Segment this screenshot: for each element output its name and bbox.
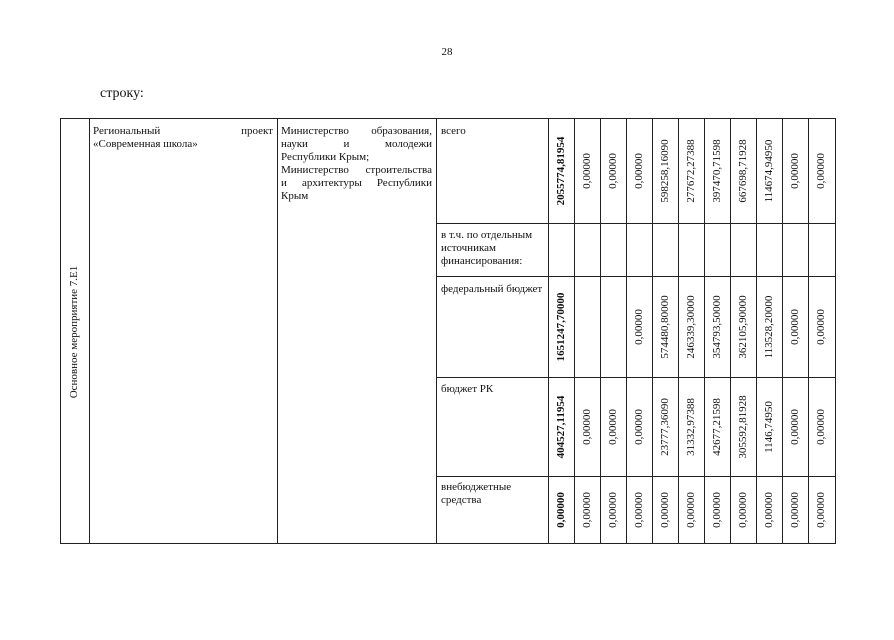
- responsible-line: и архитектуры Республики: [281, 177, 432, 189]
- table-cell-box: [652, 381, 678, 472]
- table-cell-box: [678, 480, 704, 539]
- table-cell-value: 0,00000: [711, 491, 723, 528]
- table-cell-value: 42677,21598: [711, 397, 723, 456]
- table-cell-value: 0,00000: [633, 153, 645, 189]
- table-cell-box: [600, 381, 626, 472]
- table-cell-box: [808, 480, 834, 539]
- table-cell-box: [548, 381, 574, 472]
- table-cell-value: 404527,11954: [555, 395, 567, 458]
- page-number: 28: [441, 46, 453, 58]
- row-label-extrabudget: внебюджетные средства: [441, 481, 512, 506]
- table-cell-box: [782, 123, 808, 219]
- budget-table: [60, 118, 836, 544]
- table-cell-box: [548, 480, 574, 539]
- table-cell-box: [756, 123, 782, 219]
- table-cell-box: [808, 280, 834, 373]
- table-cell-box: [548, 123, 574, 219]
- table-cell-value: 0,00000: [789, 408, 801, 445]
- table-cell-box: [756, 480, 782, 539]
- table-cell-value: 23777,36090: [659, 397, 671, 456]
- row-label-total: всего: [441, 125, 466, 137]
- table-cell-value: 0,00000: [789, 308, 801, 345]
- table-cell-value: 31332,97388: [685, 397, 697, 456]
- table-cell-value: 0,00000: [789, 491, 801, 528]
- table-cell-box: [782, 280, 808, 373]
- table-cell-value: 362105,90000: [737, 294, 749, 359]
- table-cell-box: [574, 123, 600, 219]
- table-cell-value: 0,00000: [659, 491, 671, 528]
- table-cell-value: 2055774,81954: [555, 136, 567, 206]
- responsible-line: науки и молодежи: [281, 138, 432, 150]
- table-cell-box: [626, 381, 652, 472]
- side-label: Основное мероприятие 7.Е1: [68, 265, 80, 399]
- responsible-line: Министерство образования,: [281, 125, 432, 137]
- table-cell-value: 0,00000: [763, 491, 775, 528]
- lead-text: строку:: [100, 86, 144, 101]
- table-cell-box: [678, 280, 704, 373]
- table-cell-value: 1651247,70000: [555, 292, 567, 361]
- project-name-word-1: Региональный: [93, 125, 161, 137]
- table-cell-box: [782, 480, 808, 539]
- table-column-divider: [277, 119, 278, 543]
- table-cell-box: [548, 280, 574, 373]
- table-cell-value: 0,00000: [607, 491, 619, 528]
- table-cell-box: [626, 480, 652, 539]
- table-cell-box: [756, 280, 782, 373]
- table-cell-box: [626, 280, 652, 373]
- table-row-divider: [436, 223, 835, 224]
- table-cell-value: 0,00000: [737, 491, 749, 528]
- table-cell-value: 354793,50000: [711, 294, 723, 359]
- table-cell-value: 598258,16090: [659, 139, 671, 203]
- table-column-divider: [436, 119, 437, 543]
- table-cell-value: 0,00000: [581, 153, 593, 189]
- table-cell-box: [678, 123, 704, 219]
- row-label-regional: бюджет РК: [441, 383, 494, 395]
- project-name-line-2: «Современная школа»: [93, 138, 198, 150]
- table-cell-box: [808, 123, 834, 219]
- table-cell-box: [652, 480, 678, 539]
- responsible-organisations: [281, 125, 432, 203]
- table-cell-box: [808, 381, 834, 472]
- table-cell-value: 0,00000: [633, 491, 645, 528]
- table-cell-value: 0,00000: [607, 408, 619, 445]
- table-cell-value: 0,00000: [581, 408, 593, 445]
- table-cell-box: [600, 480, 626, 539]
- table-cell-box: [704, 381, 730, 472]
- table-cell-box: [704, 480, 730, 539]
- table-cell-box: [730, 480, 756, 539]
- table-cell-value: 0,00000: [555, 491, 567, 528]
- table-cell-value: 0,00000: [581, 491, 593, 528]
- table-cell-value: 0,00000: [633, 308, 645, 345]
- table-cell-value: 114674,94950: [763, 139, 775, 203]
- table-cell-value: 667698,71928: [737, 139, 749, 203]
- table-cell-value: 0,00000: [815, 308, 827, 345]
- table-cell-box: [782, 381, 808, 472]
- table-cell-box: [704, 123, 730, 219]
- table-cell-value: 113528,20000: [763, 295, 775, 358]
- table-cell-box: [730, 280, 756, 373]
- table-cell-box: [626, 123, 652, 219]
- table-row-divider: [436, 276, 835, 277]
- table-cell-value: 0,00000: [685, 491, 697, 528]
- responsible-line: Республики Крым;: [281, 151, 370, 163]
- row-label-sources: в т.ч. по отдельным источникам финансирования:: [441, 229, 533, 267]
- table-cell-box: [756, 381, 782, 472]
- project-name-word-2: проект: [241, 125, 273, 137]
- table-cell-value: 305592,81928: [737, 394, 749, 459]
- table-cell-value: 0,00000: [789, 153, 801, 189]
- table-cell-box: [600, 123, 626, 219]
- table-cell-box: [678, 381, 704, 472]
- table-cell-value: 0,00000: [607, 153, 619, 189]
- table-cell-value: 0,00000: [815, 408, 827, 445]
- table-cell-box: [652, 280, 678, 373]
- table-cell-value: 0,00000: [815, 153, 827, 189]
- responsible-line: Министерство строительства: [281, 164, 432, 176]
- table-cell-value: 0,00000: [633, 408, 645, 445]
- table-cell-value: 246339,30000: [685, 294, 697, 359]
- table-cell-value: 0,00000: [815, 491, 827, 528]
- table-row-divider: [436, 377, 835, 378]
- table-cell-box: [730, 381, 756, 472]
- row-label-federal: федеральный бюджет: [441, 283, 543, 295]
- responsible-line: Крым: [281, 190, 309, 202]
- table-cell-value: 277672,27388: [685, 139, 697, 203]
- table-cell-value: 397470,71598: [711, 139, 723, 203]
- table-cell-box: [652, 123, 678, 219]
- project-name: [93, 125, 273, 151]
- table-cell-box: [574, 480, 600, 539]
- table-cell-box: [704, 280, 730, 373]
- table-column-divider: [89, 119, 90, 543]
- table-cell-value: 574480,80000: [659, 294, 671, 359]
- table-cell-box: [730, 123, 756, 219]
- table-cell-box: [574, 381, 600, 472]
- table-cell-value: 1146,74950: [763, 400, 775, 453]
